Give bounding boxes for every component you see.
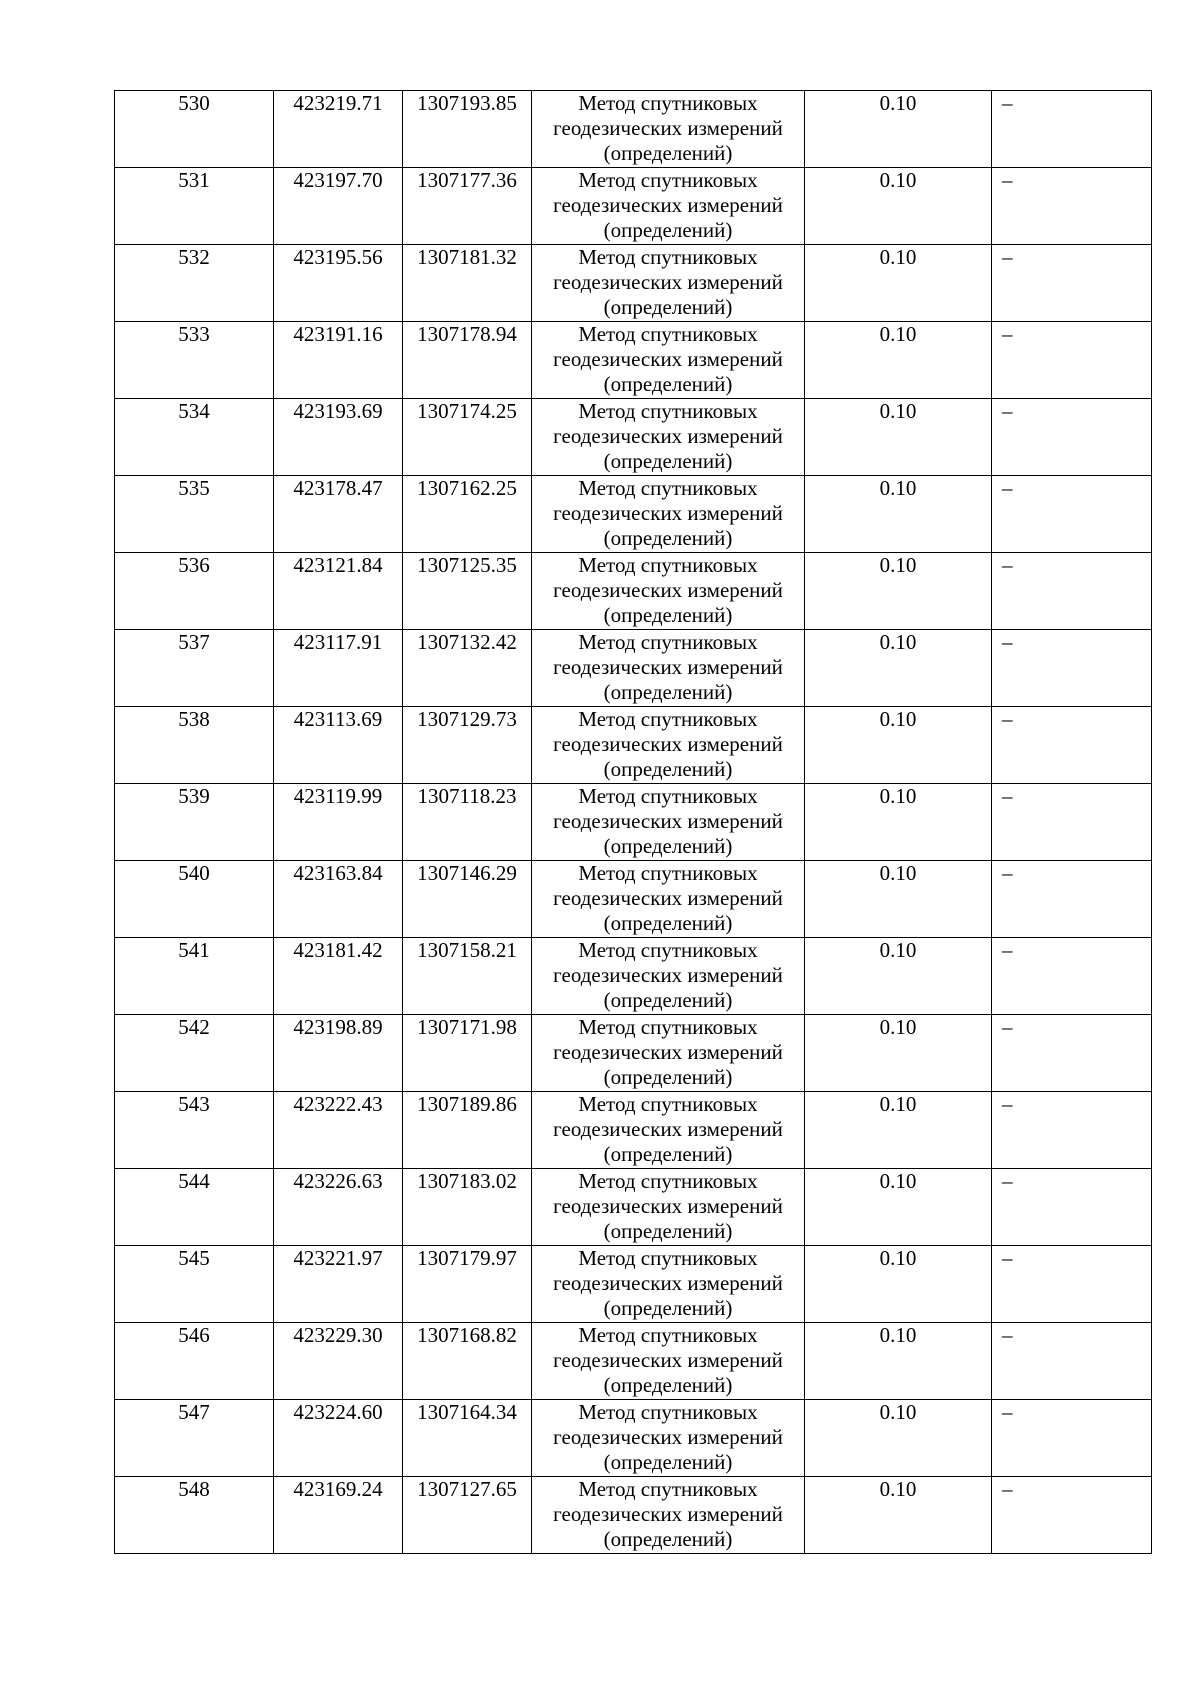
method-cell: Метод спутниковых геодезических измерений (определений)	[532, 1092, 805, 1169]
table-row	[115, 245, 1152, 322]
note-cell: –	[992, 1246, 1152, 1323]
coordinate-y-cell: 1307127.65	[403, 1477, 532, 1554]
table-row	[115, 784, 1152, 861]
coordinate-x-cell: 423193.69	[274, 399, 403, 476]
point-number-cell: 530	[115, 91, 274, 168]
accuracy-cell: 0.10	[805, 1400, 992, 1477]
coordinate-y-cell: 1307181.32	[403, 245, 532, 322]
method-cell: Метод спутниковых геодезических измерений (определений)	[532, 861, 805, 938]
coordinate-y-cell: 1307158.21	[403, 938, 532, 1015]
point-number-cell: 540	[115, 861, 274, 938]
table-row	[115, 1323, 1152, 1400]
accuracy-cell: 0.10	[805, 1092, 992, 1169]
accuracy-cell: 0.10	[805, 245, 992, 322]
coordinate-x-cell: 423178.47	[274, 476, 403, 553]
accuracy-cell: 0.10	[805, 322, 992, 399]
note-cell: –	[992, 1400, 1152, 1477]
coordinate-x-cell: 423219.71	[274, 91, 403, 168]
method-cell: Метод спутниковых геодезических измерений (определений)	[532, 784, 805, 861]
method-cell: Метод спутниковых геодезических измерений (определений)	[532, 630, 805, 707]
coordinate-y-cell: 1307164.34	[403, 1400, 532, 1477]
method-cell: Метод спутниковых геодезических измерений (определений)	[532, 1169, 805, 1246]
coordinate-y-cell: 1307183.02	[403, 1169, 532, 1246]
coordinate-x-cell: 423221.97	[274, 1246, 403, 1323]
note-cell: –	[992, 1477, 1152, 1554]
coordinate-y-cell: 1307125.35	[403, 553, 532, 630]
method-cell: Метод спутниковых геодезических измерений (определений)	[532, 322, 805, 399]
table-row	[115, 91, 1152, 168]
coordinate-y-cell: 1307132.42	[403, 630, 532, 707]
coordinates-table-body	[115, 91, 1152, 1554]
method-cell: Метод спутниковых геодезических измерений (определений)	[532, 1015, 805, 1092]
table-row	[115, 476, 1152, 553]
coordinate-y-cell: 1307193.85	[403, 91, 532, 168]
table-row	[115, 1246, 1152, 1323]
point-number-cell: 531	[115, 168, 274, 245]
coordinate-x-cell: 423195.56	[274, 245, 403, 322]
coordinate-x-cell: 423229.30	[274, 1323, 403, 1400]
coordinate-x-cell: 423121.84	[274, 553, 403, 630]
coordinate-x-cell: 423222.43	[274, 1092, 403, 1169]
accuracy-cell: 0.10	[805, 1323, 992, 1400]
coordinate-y-cell: 1307171.98	[403, 1015, 532, 1092]
table-row	[115, 861, 1152, 938]
point-number-cell: 541	[115, 938, 274, 1015]
coordinate-x-cell: 423197.70	[274, 168, 403, 245]
coordinate-y-cell: 1307178.94	[403, 322, 532, 399]
coordinate-y-cell: 1307179.97	[403, 1246, 532, 1323]
accuracy-cell: 0.10	[805, 861, 992, 938]
point-number-cell: 547	[115, 1400, 274, 1477]
table-row	[115, 1477, 1152, 1554]
point-number-cell: 545	[115, 1246, 274, 1323]
method-cell: Метод спутниковых геодезических измерений (определений)	[532, 476, 805, 553]
coordinate-x-cell: 423113.69	[274, 707, 403, 784]
table-row	[115, 1092, 1152, 1169]
note-cell: –	[992, 707, 1152, 784]
note-cell: –	[992, 861, 1152, 938]
method-cell: Метод спутниковых геодезических измерений (определений)	[532, 707, 805, 784]
coordinate-x-cell: 423169.24	[274, 1477, 403, 1554]
coordinate-x-cell: 423163.84	[274, 861, 403, 938]
coordinate-x-cell: 423226.63	[274, 1169, 403, 1246]
accuracy-cell: 0.10	[805, 707, 992, 784]
point-number-cell: 535	[115, 476, 274, 553]
note-cell: –	[992, 1323, 1152, 1400]
point-number-cell: 546	[115, 1323, 274, 1400]
coordinates-table	[114, 90, 1152, 1554]
accuracy-cell: 0.10	[805, 476, 992, 553]
note-cell: –	[992, 245, 1152, 322]
note-cell: –	[992, 91, 1152, 168]
table-row	[115, 322, 1152, 399]
coordinate-x-cell: 423117.91	[274, 630, 403, 707]
accuracy-cell: 0.10	[805, 553, 992, 630]
accuracy-cell: 0.10	[805, 1477, 992, 1554]
table-row	[115, 707, 1152, 784]
coordinate-x-cell: 423119.99	[274, 784, 403, 861]
coordinate-y-cell: 1307129.73	[403, 707, 532, 784]
method-cell: Метод спутниковых геодезических измерений (определений)	[532, 245, 805, 322]
coordinate-x-cell: 423224.60	[274, 1400, 403, 1477]
accuracy-cell: 0.10	[805, 630, 992, 707]
accuracy-cell: 0.10	[805, 399, 992, 476]
method-cell: Метод спутниковых геодезических измерений (определений)	[532, 91, 805, 168]
table-row	[115, 1169, 1152, 1246]
coordinate-y-cell: 1307168.82	[403, 1323, 532, 1400]
table-row	[115, 1015, 1152, 1092]
table-row	[115, 630, 1152, 707]
note-cell: –	[992, 476, 1152, 553]
method-cell: Метод спутниковых геодезических измерений (определений)	[532, 1323, 805, 1400]
point-number-cell: 536	[115, 553, 274, 630]
table-row	[115, 168, 1152, 245]
coordinate-x-cell: 423191.16	[274, 322, 403, 399]
point-number-cell: 538	[115, 707, 274, 784]
point-number-cell: 543	[115, 1092, 274, 1169]
method-cell: Метод спутниковых геодезических измерений (определений)	[532, 553, 805, 630]
note-cell: –	[992, 1092, 1152, 1169]
coordinate-y-cell: 1307174.25	[403, 399, 532, 476]
coordinate-y-cell: 1307189.86	[403, 1092, 532, 1169]
note-cell: –	[992, 630, 1152, 707]
note-cell: –	[992, 1169, 1152, 1246]
note-cell: –	[992, 938, 1152, 1015]
accuracy-cell: 0.10	[805, 784, 992, 861]
point-number-cell: 534	[115, 399, 274, 476]
table-row	[115, 938, 1152, 1015]
method-cell: Метод спутниковых геодезических измерений (определений)	[532, 399, 805, 476]
point-number-cell: 539	[115, 784, 274, 861]
accuracy-cell: 0.10	[805, 938, 992, 1015]
method-cell: Метод спутниковых геодезических измерений (определений)	[532, 1246, 805, 1323]
point-number-cell: 542	[115, 1015, 274, 1092]
method-cell: Метод спутниковых геодезических измерений (определений)	[532, 1477, 805, 1554]
table-row	[115, 1400, 1152, 1477]
note-cell: –	[992, 1015, 1152, 1092]
note-cell: –	[992, 553, 1152, 630]
point-number-cell: 532	[115, 245, 274, 322]
coordinate-y-cell: 1307146.29	[403, 861, 532, 938]
accuracy-cell: 0.10	[805, 1246, 992, 1323]
table-row	[115, 399, 1152, 476]
point-number-cell: 533	[115, 322, 274, 399]
note-cell: –	[992, 784, 1152, 861]
coordinate-y-cell: 1307177.36	[403, 168, 532, 245]
coordinate-x-cell: 423198.89	[274, 1015, 403, 1092]
accuracy-cell: 0.10	[805, 1015, 992, 1092]
coordinate-y-cell: 1307118.23	[403, 784, 532, 861]
accuracy-cell: 0.10	[805, 168, 992, 245]
accuracy-cell: 0.10	[805, 91, 992, 168]
coordinate-y-cell: 1307162.25	[403, 476, 532, 553]
method-cell: Метод спутниковых геодезических измерений (определений)	[532, 938, 805, 1015]
note-cell: –	[992, 168, 1152, 245]
note-cell: –	[992, 322, 1152, 399]
accuracy-cell: 0.10	[805, 1169, 992, 1246]
method-cell: Метод спутниковых геодезических измерений (определений)	[532, 1400, 805, 1477]
point-number-cell: 544	[115, 1169, 274, 1246]
table-row	[115, 553, 1152, 630]
point-number-cell: 548	[115, 1477, 274, 1554]
coordinate-x-cell: 423181.42	[274, 938, 403, 1015]
method-cell: Метод спутниковых геодезических измерений (определений)	[532, 168, 805, 245]
note-cell: –	[992, 399, 1152, 476]
point-number-cell: 537	[115, 630, 274, 707]
